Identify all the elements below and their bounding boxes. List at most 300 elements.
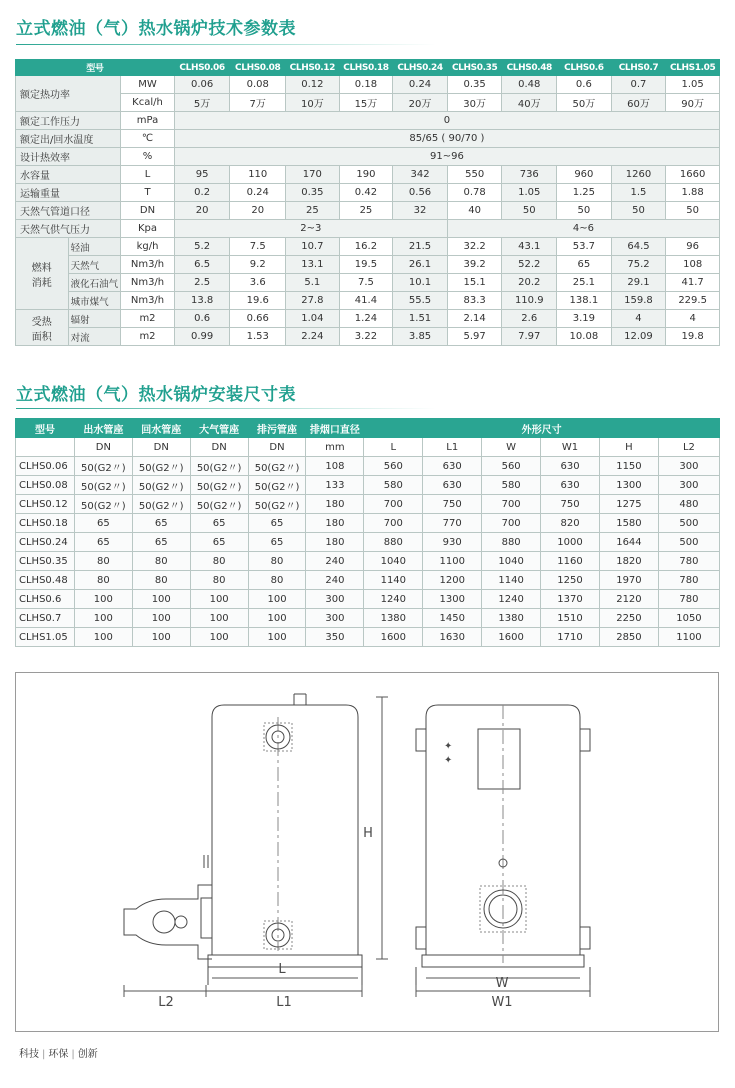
group-label-line: 面积 xyxy=(31,331,52,343)
value-cell: 100 xyxy=(190,590,248,609)
value-cell: 0.18 xyxy=(339,76,393,94)
value-cell: 1140 xyxy=(482,571,541,590)
table-row xyxy=(16,202,720,220)
value-cell: 1.5 xyxy=(611,184,666,202)
value-cell: 1160 xyxy=(541,552,600,571)
value-cell: 20万 xyxy=(393,94,448,112)
unit-cell: DN xyxy=(121,202,175,220)
model-column-header: CLHS1.05 xyxy=(666,60,720,76)
value-cell: 550 xyxy=(447,166,502,184)
model-column-header: CLHS0.08 xyxy=(230,60,286,76)
value-cell: 1000 xyxy=(541,533,600,552)
sub-header: DN xyxy=(190,438,248,457)
value-cell: 240 xyxy=(306,571,364,590)
table-row xyxy=(16,419,720,438)
model-cell: CLHS0.48 xyxy=(16,571,75,590)
value-cell: 7.5 xyxy=(339,274,393,292)
value-cell: 10万 xyxy=(286,94,340,112)
value-cell: 6.5 xyxy=(174,256,230,274)
value-cell: 750 xyxy=(423,495,482,514)
value-cell: 21.5 xyxy=(393,238,448,256)
value-cell: 65 xyxy=(74,514,132,533)
value-cell: 1200 xyxy=(423,571,482,590)
value-cell: 1380 xyxy=(364,609,423,628)
value-cell: 780 xyxy=(658,552,719,571)
group-label xyxy=(16,310,69,346)
value-cell: 80 xyxy=(132,571,190,590)
value-cell: 19.8 xyxy=(666,328,720,346)
value-cell: 50(G2〃) xyxy=(190,495,248,514)
value-cell: 500 xyxy=(658,533,719,552)
dim-l-label: L xyxy=(278,962,286,977)
footer: 科技 | 环保 | 创新 xyxy=(16,1045,101,1060)
value-cell: 65 xyxy=(248,533,306,552)
value-cell: 736 xyxy=(502,166,557,184)
model-cell: CLHS0.24 xyxy=(16,533,75,552)
value-cell: 0.24 xyxy=(393,76,448,94)
row-label: 液化石油气 xyxy=(68,274,121,292)
value-cell: 50(G2〃) xyxy=(248,476,306,495)
column-header: 外形尺寸 xyxy=(364,419,720,438)
value-cell: 108 xyxy=(666,256,720,274)
value-cell: 25 xyxy=(286,202,340,220)
value-cell: 80 xyxy=(190,552,248,571)
value-cell: 13.8 xyxy=(174,292,230,310)
value-cell: 1660 xyxy=(666,166,720,184)
value-cell: 138.1 xyxy=(557,292,612,310)
value-cell: 1275 xyxy=(599,495,658,514)
value-cell: 2.14 xyxy=(447,310,502,328)
row-label: 额定热功率 xyxy=(16,76,121,112)
model-cell: CLHS0.7 xyxy=(16,609,75,628)
table-row xyxy=(16,274,720,292)
value-cell: 1300 xyxy=(423,590,482,609)
value-cell: 10.1 xyxy=(393,274,448,292)
group-label xyxy=(16,238,69,310)
value-cell: 1.05 xyxy=(502,184,557,202)
value-cell: 19.5 xyxy=(339,256,393,274)
unit-cell: ℃ xyxy=(121,130,175,148)
model-cell: CLHS0.6 xyxy=(16,590,75,609)
value-cell: 4 xyxy=(666,310,720,328)
column-header: 大气管座 xyxy=(190,419,248,438)
sub-header: H xyxy=(599,438,658,457)
value-cell: 12.09 xyxy=(611,328,666,346)
value-cell: 2.6 xyxy=(502,310,557,328)
title-underline xyxy=(16,44,436,45)
unit-cell: L xyxy=(121,166,175,184)
value-cell: 3.22 xyxy=(339,328,393,346)
table-row xyxy=(16,292,720,310)
sub-header: W xyxy=(482,438,541,457)
value-cell: 0.06 xyxy=(174,76,230,94)
footer-item: 科技 xyxy=(19,1049,39,1060)
value-cell: 100 xyxy=(74,628,132,647)
value-cell: 20 xyxy=(174,202,230,220)
value-cell: 630 xyxy=(423,457,482,476)
value-cell: 1040 xyxy=(364,552,423,571)
value-cell: 60万 xyxy=(611,94,666,112)
value-cell: 1.88 xyxy=(666,184,720,202)
table-row xyxy=(16,148,720,166)
value-cell: 100 xyxy=(132,590,190,609)
table-row xyxy=(16,76,720,94)
row-label: 轻油 xyxy=(68,238,121,256)
title-underline-2 xyxy=(16,408,436,409)
unit-cell: mPa xyxy=(121,112,175,130)
value-cell: 1600 xyxy=(482,628,541,647)
value-cell: 240 xyxy=(306,552,364,571)
drawing-frame xyxy=(15,672,719,1032)
value-cell: 580 xyxy=(482,476,541,495)
sub-header: L xyxy=(364,438,423,457)
boiler-drawing xyxy=(16,673,718,1031)
value-cell: 64.5 xyxy=(611,238,666,256)
value-cell: 190 xyxy=(339,166,393,184)
value-cell: 25.1 xyxy=(557,274,612,292)
dimension-table-title: 立式燃油（气）热水锅炉安装尺寸表 xyxy=(16,385,296,405)
value-cell: 1.05 xyxy=(666,76,720,94)
model-column-header: CLHS0.7 xyxy=(611,60,666,76)
value-cell: 1510 xyxy=(541,609,600,628)
table-row xyxy=(16,533,720,552)
value-cell: 0.78 xyxy=(447,184,502,202)
column-header: 回水管座 xyxy=(132,419,190,438)
value-cell: 4~6 xyxy=(447,220,719,238)
footer-item: 创新 xyxy=(77,1049,98,1060)
column-header: 排污管座 xyxy=(248,419,306,438)
value-cell: 880 xyxy=(482,533,541,552)
value-cell: 100 xyxy=(190,609,248,628)
value-cell: 20 xyxy=(230,202,286,220)
value-cell: 15万 xyxy=(339,94,393,112)
value-cell: 50(G2〃) xyxy=(190,476,248,495)
row-label: 天然气管道口径 xyxy=(16,202,121,220)
value-cell: 0.6 xyxy=(174,310,230,328)
value-cell: 2850 xyxy=(599,628,658,647)
unit-cell: % xyxy=(121,148,175,166)
value-cell: 65 xyxy=(132,533,190,552)
table-row xyxy=(16,112,720,130)
value-cell: 100 xyxy=(190,628,248,647)
value-cell: 50(G2〃) xyxy=(74,476,132,495)
unit-cell: m2 xyxy=(121,328,175,346)
value-cell: 1710 xyxy=(541,628,600,647)
value-cell: 930 xyxy=(423,533,482,552)
value-cell: 1260 xyxy=(611,166,666,184)
value-cell: 96 xyxy=(666,238,720,256)
value-cell: 40万 xyxy=(502,94,557,112)
value-cell: 2120 xyxy=(599,590,658,609)
footer-item: 环保 xyxy=(48,1049,69,1060)
value-cell: 5万 xyxy=(174,94,230,112)
value-cell: 1450 xyxy=(423,609,482,628)
empty-cell xyxy=(16,438,75,457)
value-cell: 0.24 xyxy=(230,184,286,202)
value-cell: 1630 xyxy=(423,628,482,647)
model-cell: CLHS0.12 xyxy=(16,495,75,514)
sub-header: L2 xyxy=(658,438,719,457)
value-cell: 100 xyxy=(248,609,306,628)
value-cell: 159.8 xyxy=(611,292,666,310)
value-cell: 1600 xyxy=(364,628,423,647)
value-cell: 50 xyxy=(557,202,612,220)
value-cell: 19.6 xyxy=(230,292,286,310)
value-cell: 43.1 xyxy=(502,238,557,256)
value-cell: 960 xyxy=(557,166,612,184)
value-cell: 1150 xyxy=(599,457,658,476)
value-cell: 560 xyxy=(364,457,423,476)
table-row xyxy=(16,438,720,457)
value-cell: 700 xyxy=(482,495,541,514)
value-cell: 39.2 xyxy=(447,256,502,274)
sub-header: mm xyxy=(306,438,364,457)
value-cell: 300 xyxy=(658,457,719,476)
value-cell: 630 xyxy=(541,476,600,495)
unit-cell: kg/h xyxy=(121,238,175,256)
value-cell: 0.99 xyxy=(174,328,230,346)
value-cell: 5.1 xyxy=(286,274,340,292)
value-cell: 630 xyxy=(541,457,600,476)
value-cell: 80 xyxy=(190,571,248,590)
model-cell: CLHS1.05 xyxy=(16,628,75,647)
row-label: 设计热效率 xyxy=(16,148,121,166)
sub-header: DN xyxy=(74,438,132,457)
value-cell: 170 xyxy=(286,166,340,184)
dim-h-label: H xyxy=(363,826,373,841)
value-cell: 1.04 xyxy=(286,310,340,328)
value-cell: 100 xyxy=(74,609,132,628)
value-cell: 100 xyxy=(132,628,190,647)
group-label-line: 燃料 xyxy=(31,262,52,274)
dimension-table xyxy=(15,418,720,647)
value-cell: 1.51 xyxy=(393,310,448,328)
column-header: 排烟口直径 xyxy=(306,419,364,438)
model-cell: CLHS0.06 xyxy=(16,457,75,476)
value-cell: 40 xyxy=(447,202,502,220)
model-cell: CLHS0.18 xyxy=(16,514,75,533)
value-cell: 700 xyxy=(482,514,541,533)
value-cell: 7.97 xyxy=(502,328,557,346)
value-cell: 52.2 xyxy=(502,256,557,274)
value-cell: 27.8 xyxy=(286,292,340,310)
value-cell: 110 xyxy=(230,166,286,184)
value-cell: 65 xyxy=(132,514,190,533)
value-cell: 75.2 xyxy=(611,256,666,274)
row-label: 城市煤气 xyxy=(68,292,121,310)
model-cell: CLHS0.35 xyxy=(16,552,75,571)
model-column-header: CLHS0.12 xyxy=(286,60,340,76)
column-header: 型号 xyxy=(16,419,75,438)
value-cell: 0.2 xyxy=(174,184,230,202)
model-column-header: CLHS0.48 xyxy=(502,60,557,76)
value-cell: 30万 xyxy=(447,94,502,112)
value-cell: 4 xyxy=(611,310,666,328)
value-cell: 50(G2〃) xyxy=(74,495,132,514)
model-column-header: CLHS0.18 xyxy=(339,60,393,76)
value-cell: 100 xyxy=(248,590,306,609)
table-row xyxy=(16,184,720,202)
value-cell: 80 xyxy=(248,571,306,590)
dim-w-label: W xyxy=(495,976,509,991)
value-cell: 700 xyxy=(364,495,423,514)
value-cell: 560 xyxy=(482,457,541,476)
value-cell: 50(G2〃) xyxy=(74,457,132,476)
value-cell: 5.97 xyxy=(447,328,502,346)
table-row xyxy=(16,514,720,533)
value-cell: 100 xyxy=(248,628,306,647)
value-cell: 300 xyxy=(306,609,364,628)
table-row xyxy=(16,238,720,256)
value-cell: 1970 xyxy=(599,571,658,590)
value-cell: 880 xyxy=(364,533,423,552)
value-cell: 110.9 xyxy=(502,292,557,310)
front-view xyxy=(416,705,590,985)
value-cell: 10.08 xyxy=(557,328,612,346)
unit-cell: m2 xyxy=(121,310,175,328)
value-cell: 80 xyxy=(132,552,190,571)
value-cell: 15.1 xyxy=(447,274,502,292)
unit-cell: Nm3/h xyxy=(121,256,175,274)
value-cell: 1644 xyxy=(599,533,658,552)
value-cell: 13.1 xyxy=(286,256,340,274)
value-cell: 1050 xyxy=(658,609,719,628)
model-column-header: CLHS0.6 xyxy=(557,60,612,76)
value-cell: 180 xyxy=(306,533,364,552)
row-label: 额定出/回水温度 xyxy=(16,130,121,148)
table-row xyxy=(16,495,720,514)
value-cell: 0.6 xyxy=(557,76,612,94)
table-row xyxy=(16,590,720,609)
row-label: 水容量 xyxy=(16,166,121,184)
value-cell: 1370 xyxy=(541,590,600,609)
value-cell: 50 xyxy=(666,202,720,220)
value-cell: 65 xyxy=(74,533,132,552)
value-cell: 480 xyxy=(658,495,719,514)
value-cell: 229.5 xyxy=(666,292,720,310)
value-cell: 300 xyxy=(658,476,719,495)
value-cell: 1.25 xyxy=(557,184,612,202)
value-cell: 29.1 xyxy=(611,274,666,292)
value-cell: 91~96 xyxy=(174,148,719,166)
value-cell: 1.24 xyxy=(339,310,393,328)
value-cell: 780 xyxy=(658,590,719,609)
value-cell: 180 xyxy=(306,514,364,533)
value-cell: 50 xyxy=(611,202,666,220)
unit-cell: Nm3/h xyxy=(121,274,175,292)
value-cell: 7.5 xyxy=(230,238,286,256)
value-cell: 0.66 xyxy=(230,310,286,328)
value-cell: 10.7 xyxy=(286,238,340,256)
svg-text:✦: ✦ xyxy=(444,755,453,766)
sub-header: W1 xyxy=(541,438,600,457)
model-column-header: CLHS0.24 xyxy=(393,60,448,76)
value-cell: 100 xyxy=(74,590,132,609)
value-cell: 7万 xyxy=(230,94,286,112)
value-cell: 50(G2〃) xyxy=(248,457,306,476)
unit-cell: Kcal/h xyxy=(121,94,175,112)
row-label: 天然气供气压力 xyxy=(16,220,121,238)
value-cell: 0.48 xyxy=(502,76,557,94)
value-cell: 26.1 xyxy=(393,256,448,274)
value-cell: 5.2 xyxy=(174,238,230,256)
value-cell: 80 xyxy=(248,552,306,571)
value-cell: 100 xyxy=(132,609,190,628)
spec-table-title: 立式燃油（气）热水锅炉技术参数表 xyxy=(16,19,296,39)
value-cell: 41.7 xyxy=(666,274,720,292)
value-cell: 300 xyxy=(306,590,364,609)
value-cell: 0.08 xyxy=(230,76,286,94)
row-label: 运输重量 xyxy=(16,184,121,202)
svg-text:✦: ✦ xyxy=(444,741,453,752)
value-cell: 700 xyxy=(364,514,423,533)
value-cell: 16.2 xyxy=(339,238,393,256)
value-cell: 1.53 xyxy=(230,328,286,346)
unit-cell: MW xyxy=(121,76,175,94)
value-cell: 1240 xyxy=(482,590,541,609)
value-cell: 50(G2〃) xyxy=(190,457,248,476)
value-cell: 3.6 xyxy=(230,274,286,292)
value-cell: 180 xyxy=(306,495,364,514)
value-cell: 0.35 xyxy=(447,76,502,94)
table-row xyxy=(16,476,720,495)
value-cell: 2250 xyxy=(599,609,658,628)
value-cell: 32.2 xyxy=(447,238,502,256)
value-cell: 0.35 xyxy=(286,184,340,202)
row-label: 对流 xyxy=(68,328,121,346)
value-cell: 350 xyxy=(306,628,364,647)
table-row xyxy=(16,310,720,328)
table-row xyxy=(16,256,720,274)
value-cell: 1250 xyxy=(541,571,600,590)
value-cell: 1240 xyxy=(364,590,423,609)
value-cell: 80 xyxy=(74,571,132,590)
table-row xyxy=(16,166,720,184)
value-cell: 770 xyxy=(423,514,482,533)
model-header: 型号 xyxy=(16,60,175,76)
table-row xyxy=(16,130,720,148)
value-cell: 50(G2〃) xyxy=(248,495,306,514)
value-cell: 1820 xyxy=(599,552,658,571)
model-cell: CLHS0.08 xyxy=(16,476,75,495)
value-cell: 0.12 xyxy=(286,76,340,94)
value-cell: 0.56 xyxy=(393,184,448,202)
value-cell: 25 xyxy=(339,202,393,220)
value-cell: 1100 xyxy=(658,628,719,647)
group-label-line: 消耗 xyxy=(31,277,52,289)
value-cell: 0.7 xyxy=(611,76,666,94)
table-row xyxy=(16,571,720,590)
table-row xyxy=(16,609,720,628)
value-cell: 2.5 xyxy=(174,274,230,292)
row-label: 天然气 xyxy=(68,256,121,274)
row-label: 辐射 xyxy=(68,310,121,328)
side-view xyxy=(124,694,362,985)
unit-cell: Nm3/h xyxy=(121,292,175,310)
value-cell: 55.5 xyxy=(393,292,448,310)
value-cell: 1040 xyxy=(482,552,541,571)
value-cell: 32 xyxy=(393,202,448,220)
table-row xyxy=(16,94,720,112)
spec-table xyxy=(15,59,720,346)
dim-w1-label: W1 xyxy=(491,995,513,1010)
value-cell: 9.2 xyxy=(230,256,286,274)
value-cell: 133 xyxy=(306,476,364,495)
value-cell: 90万 xyxy=(666,94,720,112)
table-row xyxy=(16,328,720,346)
value-cell: 108 xyxy=(306,457,364,476)
value-cell: 1100 xyxy=(423,552,482,571)
